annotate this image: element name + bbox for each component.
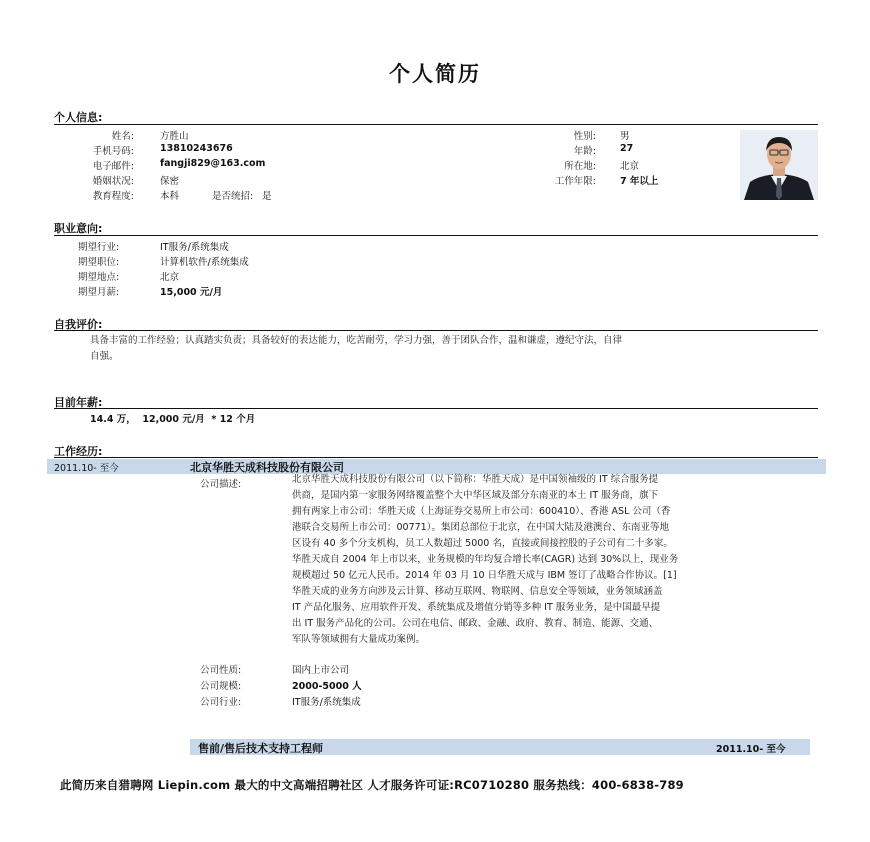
company-desc-line: 军队等领域拥有大量成功案例。 [292,634,426,645]
phone-label: 手机号码: [92,146,134,157]
gender-value: 男 [620,131,630,142]
company-desc-line: 港联合交易所上市公司：00771）。集团总部位于北京，在中国大陆及港澳台、东南亚等地 [292,522,669,533]
personal-info-heading: 个人信息: [54,111,103,124]
work-experience-heading: 工作经历: [54,445,103,458]
self-eval-divider [54,330,818,331]
expected-position-label: 期望职位: [78,257,120,268]
age-value: 27 [620,143,634,154]
work-experience-divider [54,457,818,458]
company-industry-label: 公司行业: [200,697,242,708]
company-desc-line: 供商，是国内第一家服务网络覆盖整个大中华区域及部分东南亚的本土 IT 服务商，旗下 [292,490,659,501]
education-label: 教育程度: [92,191,134,202]
name-value: 方胜山 [160,131,189,142]
phone-value: 13810243676 [160,143,233,154]
self-eval-line-1: 具备丰富的工作经验；认真踏实负责；具备较好的表达能力，吃苦耐劳，学习力强，善于团队合作，温和谦虚，遵纪守法，自律 [90,335,623,346]
company-description [292,472,812,648]
expected-place-value: 北京 [160,272,180,283]
self-eval-heading: 自我评价: [54,318,103,331]
unified-value: 是 [262,191,272,202]
email-label: 电子邮件: [92,161,134,172]
expected-industry-value: IT服务/系统集成 [160,242,229,253]
career-intent-divider [54,235,818,236]
expected-salary-value: 15,000 元/月 [160,287,223,298]
current-salary-divider [54,408,818,409]
company-desc-line: 出 IT 服务产品化的公司。公司在电信、邮政、金融、政府、教育、制造、能源、交通、 [292,618,659,629]
email-value: fangji829@163.com [160,158,266,169]
company-desc-line: 华胜天成自 2004 年上市以来，业务规模的年均复合增长率(CAGR) 达到 30%以上，现业务 [292,554,679,565]
company-industry-value: IT服务/系统集成 [292,697,361,708]
current-salary-heading: 目前年薪: [54,396,103,409]
expected-industry-label: 期望行业: [78,242,120,253]
expected-place-label: 期望地点: [78,272,120,283]
age-label: 年龄: [573,146,596,157]
company-desc-line: 北京华胜天成科技股份有限公司（以下简称：华胜天成）是中国领袖级的 IT 综合服务提 [292,474,659,485]
expected-salary-label: 期望月薪: [78,287,120,298]
company-desc-line: 规模超过 50 亿元人民币。2014 年 03 月 10 日华胜天成与 IBM 签订了战略合作协议。[1] [292,570,677,581]
personal-info-divider [54,124,818,125]
company-nature-value: 国内上市公司 [292,665,350,676]
avatar [740,130,818,200]
job-period: 2011.10- 至今 [716,744,786,755]
marital-label: 婚姻状况: [92,176,134,187]
location-value: 北京 [620,161,640,172]
marital-value: 保密 [160,176,180,187]
location-label: 所在地: [564,161,596,172]
company-desc-line: IT 产品化服务、应用软件开发、系统集成及增值分销等多种 IT 服务业务，是中国最早提 [292,602,661,613]
company-desc-line: 区设有 40 多个分支机构，员工人数超过 5000 名，直接或间接控股的子公司有二十多家。 [292,538,673,549]
current-salary-value: 14.4 万， 12,000 元/月 * 12 个月 [90,414,256,425]
company-scale-value: 2000-5000 人 [292,681,362,692]
experience-value: 7 年以上 [620,176,659,187]
gender-label: 性别: [573,131,596,142]
self-eval-line-2: 自强。 [90,351,119,362]
company-nature-label: 公司性质: [200,665,242,676]
name-label: 姓名: [111,131,134,142]
job-title: 售前/售后技术支持工程师 [198,742,324,755]
company-name: 北京华胜天成科技股份有限公司 [190,461,344,474]
company-scale-label: 公司规模: [200,681,242,692]
education-value: 本科 [160,191,180,202]
expected-position-value: 计算机软件/系统集成 [160,257,249,268]
company-desc-line: 华胜天成的业务方向涉及云计算、移动互联网、物联网、信息安全等领域，业务领域涵盖 [292,586,663,597]
footer-notice: 此简历来自猎聘网 Liepin.com 最大的中文高端招聘社区 人才服务许可证:RC0710280 服务热线：400-6838-789 [60,778,684,792]
career-intent-heading: 职业意向: [54,222,103,235]
page-title: 个人简历 [389,62,481,86]
company-desc-label: 公司描述: [200,479,242,490]
experience-label: 工作年限: [554,176,596,187]
company-desc-line: 拥有两家上市公司：华胜天成（上海证券交易所上市公司：600410）、香港 ASL 公司（香 [292,506,671,517]
unified-label: 是否统招: [212,191,254,202]
work-period: 2011.10- 至今 [54,463,119,474]
